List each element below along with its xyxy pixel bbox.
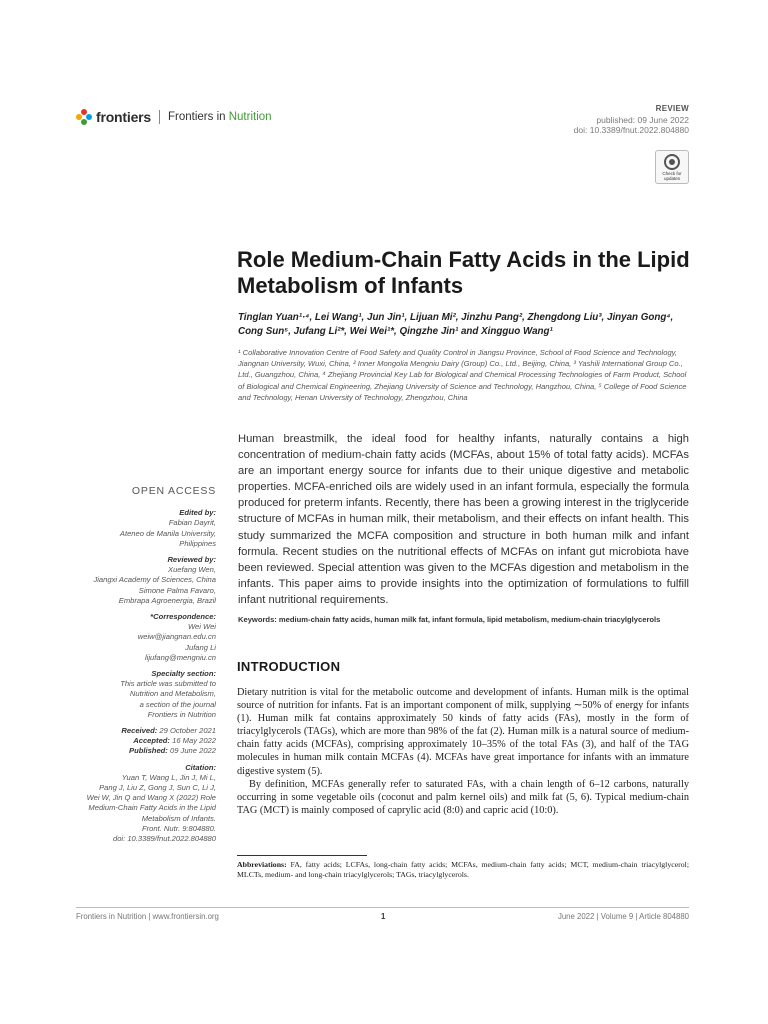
journal-logo[interactable] — [76, 108, 272, 126]
published-date-sidebar: Published: 09 June 2022 — [129, 746, 216, 756]
editor-country: Philippines — [179, 538, 216, 548]
reviewer-affiliation: Jiangxi Academy of Sciences, China — [93, 575, 216, 585]
citation-line: Wei W, Jin Q and Wang X (2022) Role — [86, 793, 216, 803]
article-meta — [574, 104, 689, 136]
check-for-updates-button[interactable] — [655, 150, 689, 184]
journal-name: Frontiers in Nutrition — [168, 111, 272, 123]
specialty-line: Frontiers in Nutrition — [147, 709, 216, 719]
editor-name[interactable]: Fabian Dayrit, — [168, 518, 216, 528]
abstract: Human breastmilk, the ideal food for healthy infants, naturally contains a high concentration of medium-chain fatty acids (MCFAs, about 15% of total fatty acids). MCFAs are an important energy source for infants due to their unique digestive and metabolic properties. MCFA-enriched oils are widely used in an infant formula, especially the formula produced for preterm infants. Recently, there has been a growing interest in the triglyceride structure of MCFAs in human milk, their metabolism, and their effects on infant health. This study summarized the MCFA composition and structure in both human milk and infant formula. Recent studies on the nutritional effects of MCFAs on infant gut microbiota have been reviewed. Special attention was given to the MCFAs digestion and metabolism in the infants. This paper aims to provide insights into the optimization of formulations to fulfill infant nutritional requirements. — [238, 433, 689, 606]
specialty-line: a section of the journal — [139, 699, 216, 709]
article-info-sidebar — [76, 486, 216, 844]
check-updates-label: Check for updates — [662, 171, 682, 181]
citation-line: Pang J, Liu Z, Gong J, Sun C, Li J, — [99, 783, 216, 793]
frontiers-logo-icon — [76, 109, 92, 125]
article-title: Role Medium-Chain Fatty Acids in the Lipid Metabolism of Infants — [237, 247, 690, 298]
edited-by-heading: Edited by: — [179, 508, 216, 518]
accepted-date: Accepted: 16 May 2022 — [133, 736, 216, 746]
received-date: Received: 29 October 2021 — [121, 726, 216, 736]
article-type: REVIEW — [655, 104, 689, 113]
reviewer-affiliation: Embrapa Agroenergia, Brazil — [118, 595, 216, 605]
reviewer-name[interactable]: Xuefang Wen, — [168, 565, 216, 575]
correspondent-name: Wei Wei — [188, 622, 216, 632]
logo-divider — [159, 110, 160, 124]
specialty-line: This article was submitted to — [120, 679, 216, 689]
abbreviations-footnote: Abbreviations: FA, fatty acids; LCFAs, long-chain fatty acids; MCFAs, medium-chain fatty acids; MCT, medium-chain triacylglycerol; MLCTs, medium- and long-chain triacylglycerols; TAGs, triacylglycerols. — [237, 860, 689, 880]
paragraph: Dietary nutrition is vital for the metabolic outcome and development of infants. Human milk is the optimal source of nutrition for infants. Fat is an important component of milk, supplying ∼50% of energy for infants (1). Human milk fat contains approximately 50 kinds of fatty acids (FAs), mostly in the form of triacylglycerols (TAGs), which are more than 98% of the fat (2). Human milk is a natural source of medium-chain fatty acids (MCFAs), comprising approximately 10–35% of the total FAs (3), and half of the TAG molecules in human milk contain MCFAs (4). MCFAs have great importance for infants with an immature digestive system (5). — [237, 687, 689, 777]
correspondent-name: Jufang Li — [185, 642, 216, 652]
keywords: Keywords: medium-chain fatty acids, human milk fat, infant formula, lipid metabolism, medium-chain triacylglycerols — [238, 615, 661, 624]
section-heading-introduction: INTRODUCTION — [237, 659, 341, 674]
citation-line: Medium-Chain Fatty Acids in the Lipid — [88, 803, 216, 813]
footer-journal-link[interactable]: Frontiers in Nutrition | www.frontiersin.org — [76, 912, 219, 921]
citation-line: Yuan T, Wang L, Jin J, Mi L, — [121, 772, 216, 782]
author-list: Tinglan Yuan¹·⁴, Lei Wang¹, Jun Jin¹, Lijuan Mi², Jinzhu Pang², Zhengdong Liu³, Jinyan Gong⁴, Cong Sun⁵, Jufang Li²*, Wei Wei¹*, Qingzhe Jin¹ and Xingguo Wang¹ — [238, 312, 674, 337]
citation-line: Metabolism of Infants. — [141, 813, 216, 823]
check-updates-icon — [664, 154, 680, 170]
open-access-label: OPEN ACCESS — [131, 485, 216, 497]
correspondence-heading: *Correspondence: — [150, 612, 216, 622]
footer-issue-info: June 2022 | Volume 9 | Article 804880 — [557, 912, 689, 921]
citation-doi[interactable]: doi: 10.3389/fnut.2022.804880 — [112, 834, 216, 844]
brand-name: frontiers — [96, 109, 151, 125]
footer-divider — [76, 907, 689, 908]
page-number: 1 — [381, 912, 386, 921]
specialty-section-heading: Specialty section: — [151, 669, 216, 679]
citation-line: Front. Nutr. 9:804880. — [141, 823, 216, 833]
reviewer-name[interactable]: Simone Palma Favaro, — [138, 585, 216, 595]
editor-affiliation: Ateneo de Manila University, — [119, 528, 216, 538]
citation-heading: Citation: — [185, 762, 216, 772]
correspondent-email[interactable]: weiw@jiangnan.edu.cn — [137, 632, 216, 642]
reviewed-by-heading: Reviewed by: — [167, 555, 216, 565]
footnote-divider — [237, 855, 367, 856]
affiliations: ¹ Collaborative Innovation Centre of Food Safety and Quality Control in Jiangsu Province, School of Food Science and Technology, Jiangnan University, Wuxi, China, ² Inner Mongolia Mengniu Dairy (Group) Co., Ltd., Beijing, China, ³ Yashili International Group Co., Ltd., Guangzhou, China, ⁴ Zhejiang Provincial Key Lab for Biological and Chemical Processing Technologies of Farm Product, School of Biological and Chemical Engineering, Zhejiang University of Science and Technology, Hangzhou, China, ⁵ College of Food Science and Technology, Henan University of Technology, Zhengzhou, China — [238, 348, 687, 402]
introduction-body — [237, 686, 689, 817]
paragraph: By definition, MCFAs generally refer to saturated FAs, with a chain length of 6–12 carbons, naturally occurring in some vegetable oils (coconut and palm kernel oils) and milk fat (5, 6). Typical medium-chain TAG (MCT) is mainly composed of caprylic acid (8:0) and capric acid (10:0). — [237, 778, 689, 816]
specialty-line: Nutrition and Metabolism, — [129, 689, 216, 699]
published-date: published: 09 June 2022 — [596, 114, 689, 125]
correspondent-email[interactable]: lijufang@mengniu.cn — [144, 652, 216, 662]
doi[interactable]: doi: 10.3389/fnut.2022.804880 — [573, 125, 689, 135]
